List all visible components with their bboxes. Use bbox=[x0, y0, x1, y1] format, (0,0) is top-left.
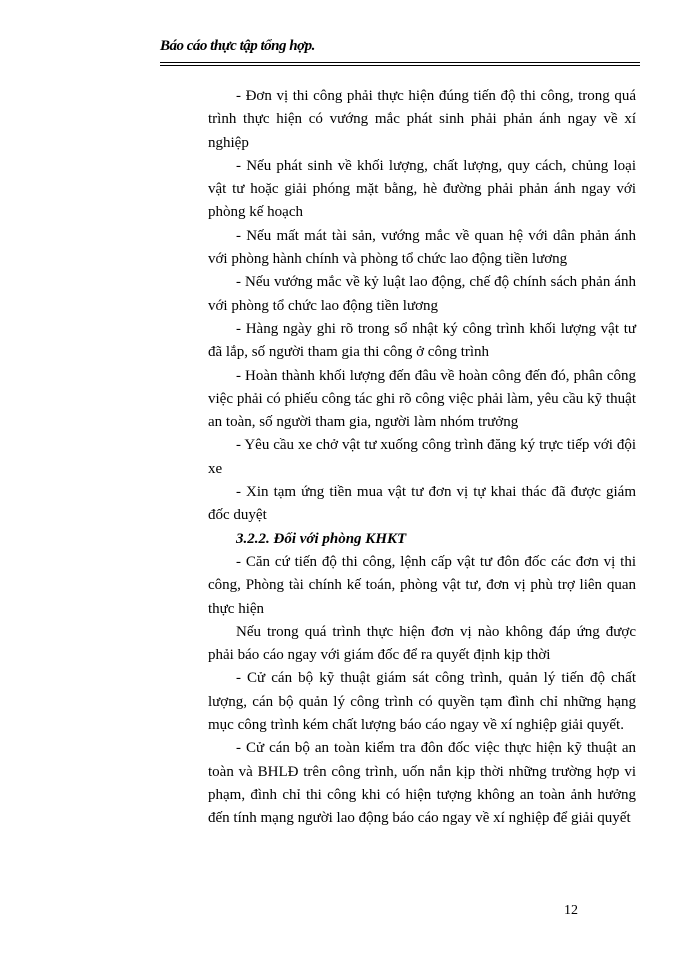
paragraph: - Cử cán bộ an toàn kiểm tra đôn đốc việc thực hiện kỹ thuật an toàn và BHLĐ trên công trình, uốn nắn kịp thời những trường hợp vi phạm, đình chỉ thi công khi có hiện tượng không an toàn ảnh hưởng đến tính mạng người lao động báo cáo ngay về xí nghiệp để giải quyết bbox=[208, 740, 636, 827]
page-header-title: Báo cáo thực tập tổng hợp. bbox=[160, 38, 315, 54]
header-rule bbox=[160, 62, 640, 63]
paragraph: - Hàng ngày ghi rõ trong sổ nhật ký công trình khối lượng vật tư đã lắp, số người tham gia thi công ở công trình bbox=[208, 320, 636, 361]
header-rule-thin bbox=[160, 65, 640, 66]
paragraph: Nếu trong quá trình thực hiện đơn vị nào không đáp ứng được phải báo cáo ngay với giám đốc để ra quyết định kịp thời bbox=[208, 623, 636, 664]
paragraph: - Nếu vướng mắc về kỷ luật lao động, chế độ chính sách phản ánh với phòng tổ chức lao động tiền lương bbox=[208, 274, 636, 314]
paragraph: - Nếu phát sinh về khối lượng, chất lượng, quy cách, chủng loại vật tư hoặc giải phóng mặt bằng, hè đường phải phản ánh ngay với phòng kế hoạch bbox=[208, 157, 636, 221]
paragraph: - Đơn vị thi công phải thực hiện đúng tiến độ thi công, trong quá trình thực hiện có vướng mắc phát sinh phải phản ánh ngay về xí nghiệp bbox=[208, 88, 636, 151]
paragraph: - Yêu cầu xe chở vật tư xuống công trình đăng ký trực tiếp với đội xe bbox=[208, 437, 636, 477]
document-body bbox=[208, 85, 636, 831]
section-heading: 3.2.2. Đối với phòng KHKT bbox=[236, 530, 407, 547]
paragraph: - Xin tạm ứng tiền mua vật tư đơn vị tự khai thác đã được giám đốc duyệt bbox=[208, 484, 636, 524]
paragraph: - Cử cán bộ kỹ thuật giám sát công trình, quản lý tiến độ chất lượng, cán bộ quản lý công trình có quyền tạm đình chỉ những hạng mục công trình kém chất lượng báo cáo ngay về xí nghiệp giải quyết. bbox=[208, 670, 636, 734]
page-number: 12 bbox=[564, 903, 578, 918]
paragraph: - Căn cứ tiến độ thi công, lệnh cấp vật tư đôn đốc các đơn vị thi công, Phòng tài chính kế toán, phòng vật tư, đơn vị phù trợ liên quan thực hiện bbox=[208, 553, 636, 617]
paragraph: - Nếu mất mát tài sản, vướng mắc về quan hệ với dân phản ánh với phòng hành chính và phòng tổ chức lao động tiền lương bbox=[208, 227, 636, 268]
paragraph: - Hoàn thành khối lượng đến đâu về hoàn công đến đó, phân công việc phải có phiếu công tác ghi rõ công việc phải làm, yêu cầu kỹ thuật an toàn, số người tham gia, người làm nhóm trưởng bbox=[208, 367, 636, 431]
